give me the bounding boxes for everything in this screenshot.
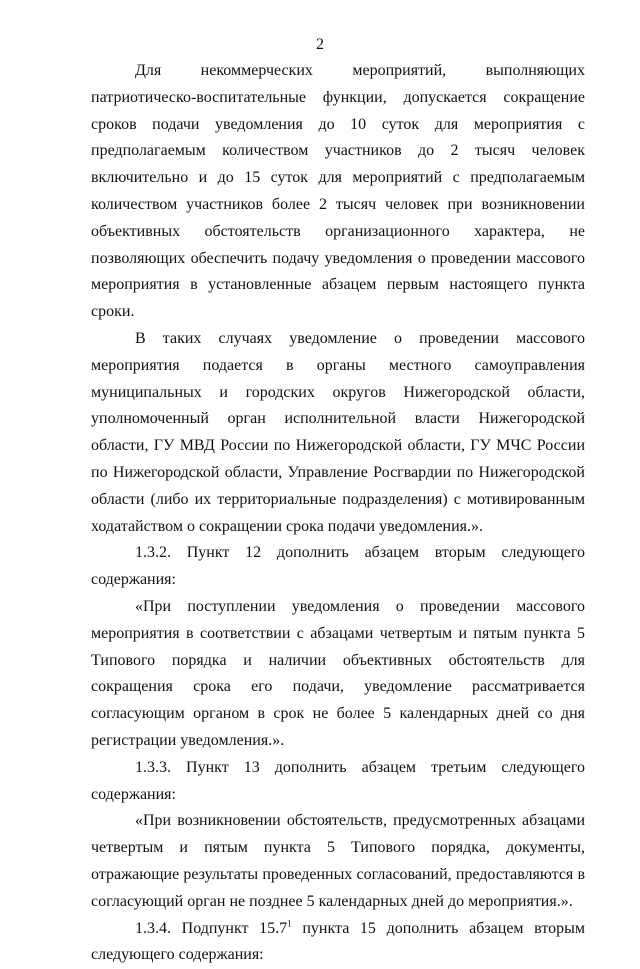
document-body bbox=[91, 58, 585, 969]
paragraph-item-12-quote: «При поступлении уведомления о проведении массового мероприятия в соответствии с абзацами четвертым и пятым пункта 5 Типового порядка и наличии объективных обстоятельств для сокращения срока его подачи, уведомление рассматривается согласующим органом в срок не более 5 календарных дней со дня регистрации уведомления.». bbox=[91, 594, 585, 755]
paragraph-item-1-3-4 bbox=[91, 916, 585, 969]
page-number: 2 bbox=[0, 36, 640, 54]
paragraph-item-1-3-3: 1.3.3. Пункт 13 дополнить абзацем третьим следующего содержания: bbox=[91, 755, 585, 809]
paragraph-item-1-3-2: 1.3.2. Пункт 12 дополнить абзацем вторым следующего содержания: bbox=[91, 540, 585, 594]
paragraph-petition-procedure: В таких случаях уведомление о проведении массового мероприятия подается в органы местного самоуправления муниципальных и городских округов Нижегородской области, уполномоченный орган исполнительной власти Нижегородской области, ГУ МВД России по Нижегородской области, ГУ МЧС России по Нижегородской области, Управление Росгвардии по Нижегородской области (либо их территориальные подразделения) с мотивированным ходатайством о сокращении срока подачи уведомления.». bbox=[91, 326, 585, 540]
item-1-3-4-start: 1.3.4. Подпункт 15.7 bbox=[135, 920, 287, 937]
paragraph-patriotic-events: Для некоммерческих мероприятий, выполняющих патриотическо-воспитательные функции, допускается сокращение сроков подачи уведомления до 10 суток для мероприятия с предполагаемым количеством участников до 2 тысяч человек включительно и до 15 суток для мероприятий с предполагаемым количеством участников более 2 тысяч человек при возникновении объективных обстоятельств организационного характера, не позволяющих обеспечить подачу уведомления о проведении массового мероприятия в установленные абзацем первым настоящего пункта сроки. bbox=[91, 58, 585, 326]
paragraph-item-13-quote: «При возникновении обстоятельств, предусмотренных абзацами четвертым и пятым пункта 5 Типового порядка, документы, отражающие результаты проведенных согласований, предоставляются в согласующий орган не позднее 5 календарных дней до мероприятия.». bbox=[91, 808, 585, 915]
superscript-index: 1 bbox=[287, 918, 292, 928]
item-1-3-4-end: пункта 15 дополнить абзацем вторым следующего содержания: bbox=[91, 920, 585, 964]
